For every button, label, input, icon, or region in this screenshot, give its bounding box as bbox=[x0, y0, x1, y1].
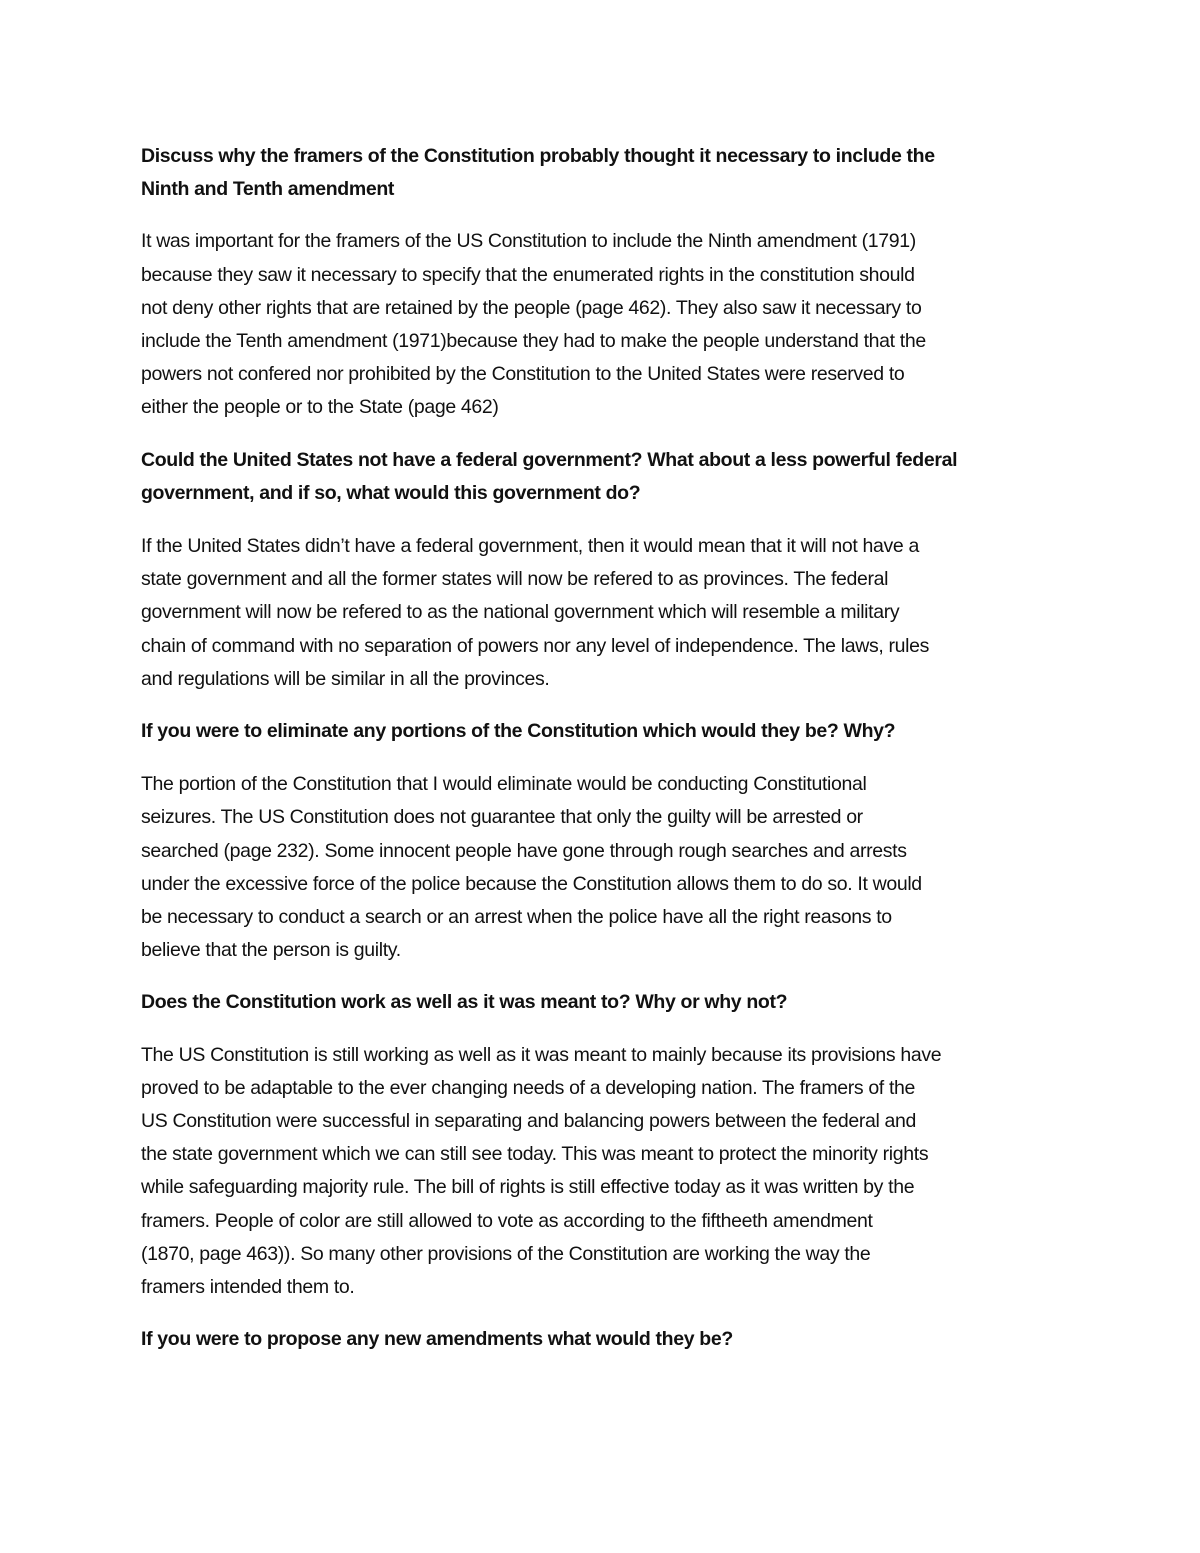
question-heading bbox=[141, 1323, 1066, 1356]
answer-line: either the people or to the State (page 462) bbox=[141, 396, 499, 419]
question-line: Discuss why the framers of the Constitution probably thought it necessary to include the bbox=[141, 145, 935, 167]
answer-line: searched (page 232). Some innocent people have gone through rough searches and arrests bbox=[141, 839, 907, 862]
answer-paragraph bbox=[141, 768, 1066, 967]
answer-line: framers intended them to. bbox=[141, 1276, 355, 1299]
answer-line: proved to be adaptable to the ever changing needs of a developing nation. The framers of the bbox=[141, 1076, 916, 1099]
question-line: Does the Constitution work as well as it was meant to? Why or why not? bbox=[141, 991, 788, 1014]
question-line: If you were to eliminate any portions of the Constitution which would they be? Why? bbox=[141, 720, 896, 743]
answer-line: believe that the person is guilty. bbox=[141, 939, 401, 962]
answer-line: under the excessive force of the police because the Constitution allows them to do so. It would bbox=[141, 872, 922, 895]
answer-line: powers not confered nor prohibited by the Constitution to the United States were reserved to bbox=[141, 363, 905, 386]
answer-line: (1870, page 463)). So many other provisions of the Constitution are working the way the bbox=[141, 1242, 871, 1265]
question-heading bbox=[141, 140, 1066, 206]
answer-line: seizures. The US Constitution does not guarantee that only the guilty will be arrested or bbox=[141, 806, 863, 829]
question-heading bbox=[141, 444, 1066, 510]
answer-paragraph bbox=[141, 1039, 1066, 1305]
answer-line: The US Constitution is still working as well as it was meant to mainly because its provisions have bbox=[141, 1043, 942, 1066]
question-heading bbox=[141, 715, 1066, 748]
answer-line: US Constitution were successful in separating and balancing powers between the federal and bbox=[141, 1110, 916, 1133]
answer-line: chain of command with no separation of powers nor any level of independence. The laws, rules bbox=[141, 634, 930, 657]
answer-line: framers. People of color are still allowed to vote as according to the fiftheeth amendment bbox=[141, 1209, 873, 1232]
answer-line: The portion of the Constitution that I would eliminate would be conducting Constitutional bbox=[141, 773, 867, 796]
answer-line: and regulations will be similar in all the provinces. bbox=[141, 667, 550, 690]
answer-paragraph bbox=[141, 530, 1066, 696]
answer-line: while safeguarding majority rule. The bill of rights is still effective today as it was written by the bbox=[141, 1176, 915, 1199]
answer-line: not deny other rights that are retained by the people (page 462). They also saw it necessary to bbox=[141, 296, 922, 319]
answer-line: state government and all the former states will now be refered to as provinces. The federal bbox=[141, 568, 889, 591]
question-line: government, and if so, what would this government do? bbox=[141, 481, 641, 504]
question-line: Could the United States not have a federal government? What about a less powerful federal bbox=[141, 448, 958, 471]
answer-line: If the United States didn’t have a federal government, then it would mean that it will not have a bbox=[141, 535, 919, 558]
question-line: If you were to propose any new amendments what would they be? bbox=[141, 1328, 733, 1351]
answer-line: include the Tenth amendment (1971)because they had to make the people understand that the bbox=[141, 330, 926, 353]
answer-line: be necessary to conduct a search or an arrest when the police have all the right reasons to bbox=[141, 906, 892, 929]
question-line: Ninth and Tenth amendment bbox=[141, 178, 395, 201]
answer-paragraph bbox=[141, 225, 1066, 424]
answer-line: because they saw it necessary to specify that the enumerated rights in the constitution should bbox=[141, 263, 915, 286]
answer-line: It was important for the framers of the US Constitution to include the Ninth amendment (1791) bbox=[141, 230, 916, 253]
answer-line: government will now be refered to as the national government which will resemble a military bbox=[141, 601, 900, 624]
document-body bbox=[141, 140, 1066, 1357]
answer-line: the state government which we can still see today. This was meant to protect the minority rights bbox=[141, 1143, 929, 1166]
question-heading bbox=[141, 986, 1066, 1019]
